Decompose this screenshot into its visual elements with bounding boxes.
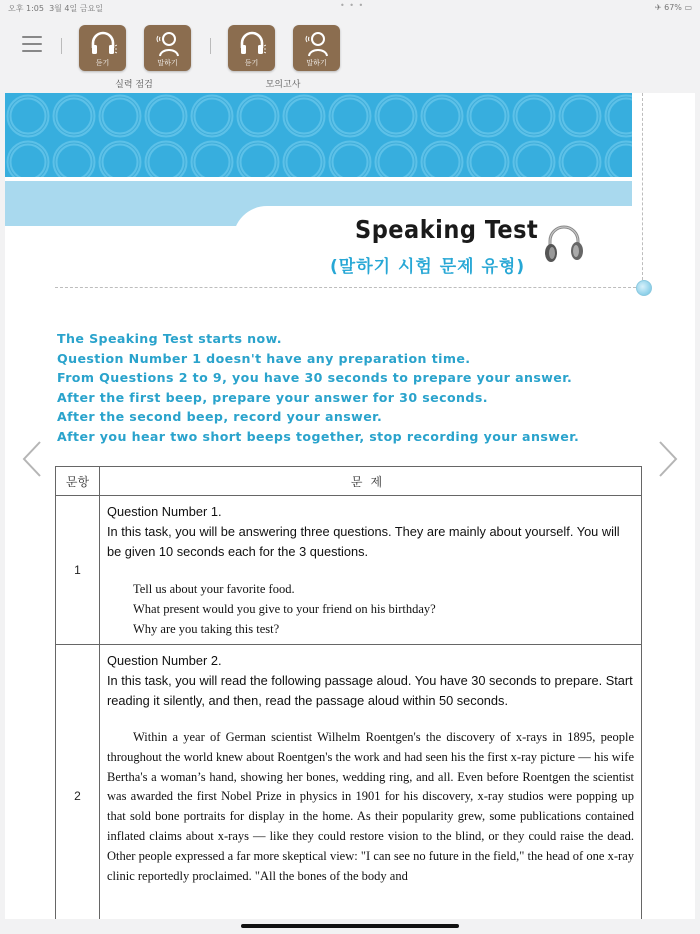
instruction-line: After the second beep, record your answer. [57,409,383,425]
question-number: 2 [56,645,100,920]
toolbar-divider [210,38,211,54]
headphones-icon [542,221,586,267]
decorative-dot [636,280,652,296]
skill-check-speaking-button[interactable] [144,25,191,71]
home-indicator[interactable] [241,924,459,928]
headphones-icon [89,30,117,58]
question-title: Question Number 1. [107,504,222,519]
instruction-line: The Speaking Test starts now. [57,331,282,346]
instruction-line: Question Number 1 doesn't have any preparation time. [57,350,471,366]
question-intro: In this task, you will read the following passage aloud. You have 30 seconds to prepare. Start reading it silently, and then, read the passage aloud within 50 seconds. [107,673,633,708]
header-item-number: 문항 [56,467,100,496]
header-banner [5,93,632,177]
previous-page-arrow-icon[interactable] [20,440,44,478]
page-title: Speaking Test [355,215,539,244]
instructions [57,329,579,447]
instruction-line: After you hear two short beeps together, stop recording your answer. [57,428,580,444]
question-intro: In this task, you will be answering three questions. They are mainly about yourself. You will be given 10 seconds each for the 3 questions. [107,524,620,559]
question-items [133,580,635,639]
header-question: 문제 [100,467,642,496]
list-item: Tell us about your favorite food. [133,582,295,596]
mock-test-speaking-button[interactable] [293,25,340,71]
button-label: 말하기 [157,59,178,67]
headphones-icon [238,30,266,58]
speaking-person-icon [154,30,182,58]
question-cell [100,496,642,645]
wifi-icon: ✈︎ [654,3,662,12]
table-row [56,496,642,645]
next-page-arrow-icon[interactable] [656,440,680,478]
status-time: 오후 1:05 [8,4,44,13]
mock-test-listening-button[interactable] [228,25,275,71]
table-row [56,645,642,920]
instruction-line: From Questions 2 to 9, you have 30 seconds to prepare your answer. [57,370,573,386]
page-subtitle: (말하기 시험 문제 유형) [330,257,526,277]
question-table [55,466,642,919]
list-item: Why are you taking this test? [133,621,280,636]
table-header-row [56,467,642,496]
question-cell [100,645,642,920]
question-title: Question Number 2. [107,653,222,668]
toolbar-divider [61,38,62,54]
hamburger-menu-button[interactable] [22,36,42,54]
reading-passage: Within a year of German scientist Wilhelm Roentgen's the discovery of x-rays in 1895, people throughout the world knew about Roentgen's the work and had seen his the first x-ray picture — his wife Bertha's a woman’s hand, showing her bones, wedding ring, and all. Even before Roentgen the scientist was awarded the first Nobel Prize in physics in 1901 for his discovery, x-ray studios were popping up that sold bone portraits for display in the home. As their popularity grew, some publications contained inflated claims about x-rays — like they could restore vision to the blind, or they could raise the dead. Other people expressed a far more skeptical view: "I can see no future in the field," the head of one x-ray clinic reportedly proclaimed. "All the bones of the body and [107,730,634,883]
battery-icon: ▭ [684,3,692,12]
button-label: 듣기 [95,59,110,67]
status-date: 3월 4일 금요일 [49,4,103,13]
button-label: 말하기 [306,59,327,67]
status-bar [0,0,700,16]
multitask-dots-icon[interactable]: • • • [340,1,365,10]
instruction-line: After the first beep, prepare your answer for 30 seconds. [57,389,488,405]
textbook-page[interactable] [5,93,695,919]
speaking-person-icon [303,30,331,58]
list-item: What present would you give to your friend on his birthday? [133,601,436,616]
group-label-skill-check: 실력 점검 [115,80,153,90]
group-label-mock-test: 모의고사 [265,80,301,90]
skill-check-listening-button[interactable] [79,25,126,71]
banner-pattern [5,93,632,177]
button-label: 듣기 [244,59,259,67]
battery-level: 67% [664,3,682,12]
question-number: 1 [56,496,100,645]
